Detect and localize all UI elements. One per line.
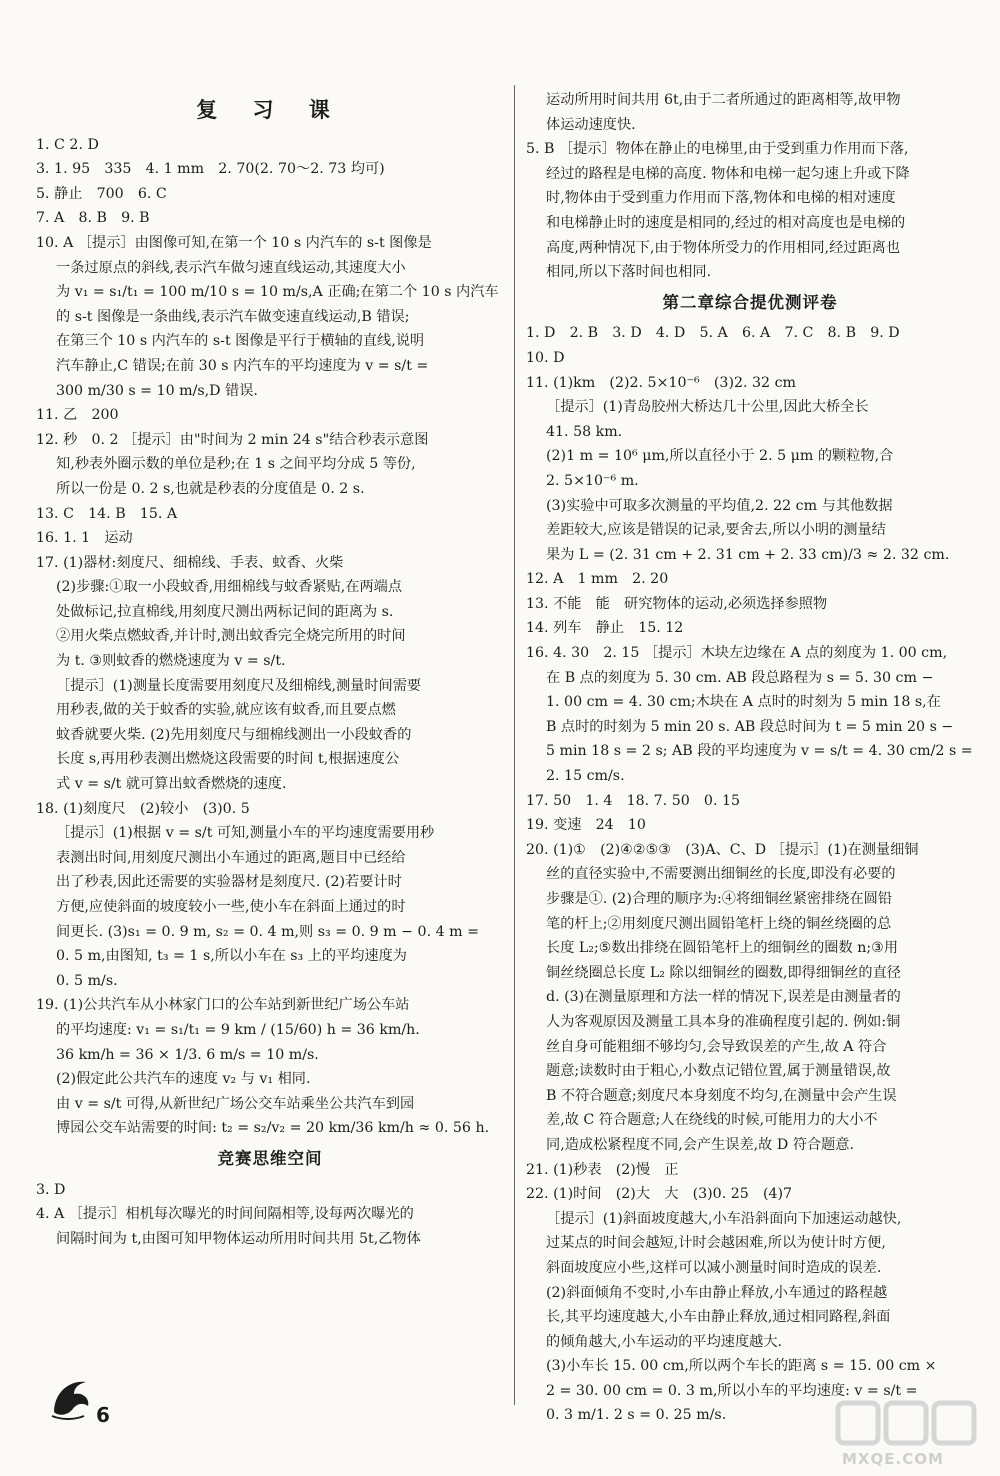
answer-line: 12. 秒 0. 2 ［提示］由"时间为 2 min 24 s"结合秒表示意图 <box>36 431 429 448</box>
test-answer-22 <box>526 1182 974 1428</box>
answer-line: 蚊香就要火柴. (2)先用刻度尺与细棉线测出一小段蚊香的 <box>56 726 412 743</box>
answer-17 <box>36 551 504 797</box>
answer-line: 运动所用时间共用 6t,由于二者所通过的距离相等,故甲物 <box>546 92 901 108</box>
answer-12 <box>36 428 504 502</box>
section-title-competition: 竞赛思维空间 <box>217 1148 323 1168</box>
answer-line: 博园公交车站需要的时间: t₂ = s₂/v₂ = 20 km/36 km/h ≈ 0. 56 h. <box>56 1120 490 1137</box>
answer-line: 11. (1)km (2)2. 5×10⁻⁶ (3)2. 32 cm <box>526 374 796 391</box>
answer-line: 同,造成松紧程度不同,会产生误差,故 D 符合题意. <box>546 1136 854 1153</box>
test-answer-17-18: 17. 50 1. 4 18. 7. 50 0. 15 <box>526 792 741 809</box>
answer-line: 2. 5×10⁻⁶ m. <box>546 472 639 489</box>
answer-line: 3. 1. 95 335 4. 1 mm 2. 70(2. 70～2. 73 均可) <box>36 161 385 178</box>
answer-line: 果为 L = (2. 31 cm + 2. 31 cm + 2. 33 cm)/3 ≈ 2. 32 cm. <box>546 546 950 563</box>
test-answer-21: 21. (1)秒表 (2)慢 正 <box>526 1161 679 1178</box>
answer-10 <box>36 231 504 403</box>
answer-line: ［提示］(1)测量长度需要用刻度尺及细棉线,测量时间需要 <box>56 677 422 694</box>
answer-line: 丝自身可能粗细不够均匀,会导致误差的产生,故 A 符合 <box>546 1038 887 1055</box>
answer-line: 16. 4. 30 2. 15 ［提示］木块左边缘在 A 点的刻度为 1. 00 cm, <box>526 645 948 662</box>
competition-answer-5 <box>526 137 974 285</box>
answer-line: 长度 L₂;⑤数出排绕在圆铅笔杆上的细铜丝的圈数 n;③用 <box>546 940 899 957</box>
answer-line: 间隔时间为 t,由图可知甲物体运动所用时间共用 5t,乙物体 <box>56 1230 421 1247</box>
answer-line: 20. (1)① (2)④②⑤③ (3)A、C、D ［提示］(1)在测量细铜 <box>526 841 919 858</box>
answer-line: 5. B ［提示］物体在静止的电梯里,由于受到重力作用而下落, <box>526 141 909 158</box>
answer-line: 人为客观原因及测量工具本身的准确程度引起的. 例如:铜 <box>546 1013 901 1030</box>
answer-line: ［提示］(1)斜面坡度越大,小车沿斜面向下加速运动越快, <box>546 1210 902 1227</box>
answer-19 <box>36 993 504 1141</box>
answer-line: 知,秒表外圈示数的单位是秒;在 1 s 之间平均分成 5 等份, <box>56 456 416 473</box>
answer-line: (2)步骤:①取一小段蚊香,用细棉线与蚊香紧贴,在两端点 <box>56 579 403 596</box>
answer-line: 式 v = s/t 就可算出蚊香燃烧的速度. <box>56 776 287 793</box>
answer-line: 斜面坡度应小些,这样可以减小测量时间时造成的误差. <box>546 1259 882 1276</box>
competition-answer-4-continued <box>526 88 974 137</box>
answer-line: 笔的杆上;②用刻度尺测出圆铅笔杆上绕的铜丝绕圈的总 <box>546 915 892 932</box>
answer-line: 17. (1)器材:刻度尺、细棉线、手表、蚊香、火柴 <box>36 554 344 571</box>
answer-line: 长度 s,再用秒表测出燃烧这段需要的时间 t,根据速度公 <box>56 751 400 768</box>
answer-line: 处做标记,拉直棉线,用刻度尺测出两标记间的距离为 s. <box>56 603 394 620</box>
competition-answer-4 <box>36 1202 504 1251</box>
answer-line: 0. 5 m,由图知, t₃ = 1 s,所以小车在 s₃ 上的平均速度为 <box>56 948 407 965</box>
test-answer-16 <box>526 641 974 789</box>
test-answer-20 <box>526 838 974 1158</box>
answer-line: 10. A ［提示］由图像可知,在第一个 10 s 内汽车的 s-t 图像是 <box>36 234 432 251</box>
right-column <box>526 88 974 1428</box>
answer-18 <box>36 797 504 994</box>
answer-line: ［提示］(1)青岛胶州大桥达几十公里,因此大桥全长 <box>546 399 869 416</box>
answer-16: 16. 1. 1 运动 <box>36 530 133 547</box>
dolphin-logo-icon <box>48 1372 96 1422</box>
answer-line: 0. 5 m/s. <box>56 972 118 989</box>
answer-line: 方便,应使斜面的坡度较小一些,使小车在斜面上通过的时 <box>56 899 406 915</box>
answer-line: 在第三个 10 s 内汽车的 s-t 图像是平行于横轴的直线,说明 <box>56 333 425 350</box>
column-divider <box>514 85 515 1405</box>
answer-line: 在 B 点的刻度为 5. 30 cm. AB 段总路程为 s = 5. 30 cm − <box>546 669 934 686</box>
answer-line: 的倾角越大,小车运动的平均速度越大. <box>546 1333 783 1350</box>
answer-line: ②用火柴点燃蚊香,并计时,测出蚊香完全烧完所用的时间 <box>56 628 406 645</box>
answer-line: 长,其平均速度越大,小车由静止释放,通过相同路程,斜面 <box>546 1309 891 1326</box>
answer-line: 差,故 C 符合题意;人在绕线的时候,可能用力的大小不 <box>546 1112 878 1129</box>
test-answer-10: 10. D <box>526 349 565 366</box>
answer-11: 11. 乙 200 <box>36 407 119 424</box>
answer-line: 2. 15 cm/s. <box>546 768 625 785</box>
answer-line: B 点时的时刻为 5 min 20 s. AB 段总时间为 t = 5 min 20 s − <box>546 718 954 735</box>
answer-line: 汽车静止,C 错误;在前 30 s 内汽车的平均速度为 v = s/t = <box>56 357 429 374</box>
answer-line: 过某点的时间会越短,计时会越困难,所以为使计时方便, <box>546 1235 886 1252</box>
test-answer-14-15: 14. 列车 静止 15. 12 <box>526 620 684 637</box>
answer-line: 差距较大,应该是错误的记录,要舍去,所以小明的测量结 <box>546 522 886 539</box>
answer-line: 步骤是①. (2)合理的顺序为:④将细铜丝紧密排绕在圆铅 <box>546 891 893 907</box>
answer-line: 出了秒表,因此还需要的实验器材是刻度尺. (2)若要计时 <box>56 874 402 891</box>
answer-line: 相同,所以下落时间也相同. <box>546 264 712 281</box>
answer-line: 2 = 30. 00 cm = 0. 3 m,所以小车的平均速度: v = s/t = <box>546 1382 918 1399</box>
answer-line: 5 min 18 s = 2 s; AB 段的平均速度为 v = s/t = 4. 30 cm/2 s = <box>546 743 973 760</box>
answer-line: (2)1 m = 10⁶ μm,所以直径小于 2. 5 μm 的颗粒物,合 <box>546 448 894 465</box>
section-title-review: 复 习 课 <box>196 98 344 122</box>
answer-line: 5. 静止 700 6. C <box>36 185 167 202</box>
answer-line: 所以一份是 0. 2 s,也就是秒表的分度值是 0. 2 s. <box>56 480 365 497</box>
answer-line: 高度,两种情况下,由于物体所受力的作用相同,经过距离也 <box>546 239 901 256</box>
answer-line: 间更长. (3)s₁ = 0. 9 m, s₂ = 0. 4 m,则 s₃ = 0. 9 m − 0. 4 m = <box>56 923 479 940</box>
competition-answer-3: 3. D <box>36 1181 66 1198</box>
answer-line: 一条过原点的斜线,表示汽车做匀速直线运动,其速度大小 <box>56 259 406 276</box>
answer-line: 表测出时间,用刻度尺测出小车通过的距离,题目中已经给 <box>56 849 406 866</box>
page-number: 6 <box>96 1403 110 1427</box>
answer-line: 7. A 8. B 9. B <box>36 210 150 227</box>
answer-line: 和电梯静止时的速度是相同的,经过的相对高度也是电梯的 <box>546 214 906 231</box>
answer-line: 1. C 2. D <box>36 136 99 153</box>
answer-line: 41. 58 km. <box>546 423 623 440</box>
answer-line: 丝的直径实验中,不需要测出细铜丝的长度,即没有必要的 <box>546 866 896 883</box>
answer-line: 时,物体由于受到重力作用而下落,物体和电梯的相对速度 <box>546 190 896 207</box>
test-answers-1-9: 1. D 2. B 3. D 4. D 5. A 6. A 7. C 8. B 9. D <box>526 325 900 342</box>
answer-line: 22. (1)时间 (2)大 大 (3)0. 25 (4)7 <box>526 1186 793 1203</box>
answer-line: ［提示］(1)根据 v = s/t 可知,测量小车的平均速度需要用秒 <box>56 825 435 842</box>
answer-line: 体运动速度快. <box>546 116 636 133</box>
answer-line: (2)假定此公共汽车的速度 v₂ 与 v₁ 相同. <box>56 1071 311 1088</box>
left-column <box>36 90 504 1251</box>
answer-13-15: 13. C 14. B 15. A <box>36 505 178 522</box>
answers-1-9 <box>36 133 504 231</box>
answer-line: B 不符合题意;刻度尺本身刻度不均匀,在测量中会产生误 <box>546 1087 897 1104</box>
answer-line: 经过的路程是电梯的高度. 物体和电梯一起匀速上升或下降 <box>546 165 910 182</box>
answer-line: d. (3)在测量原理和方法一样的情况下,误差是由测量者的 <box>546 989 901 1006</box>
test-answer-19: 19. 变速 24 10 <box>526 817 646 834</box>
answer-line: 19. (1)公共汽车从小林家门口的公车站到新世纪广场公车站 <box>36 997 410 1014</box>
answer-line: 为 t. ③则蚊香的燃烧速度为 v = s/t. <box>56 653 286 670</box>
answer-line: 铜丝绕圈总长度 L₂ 除以细铜丝的圈数,即得细铜丝的直径 <box>546 964 901 981</box>
answer-line: (2)斜面倾角不变时,小车由静止释放,小车通过的路程越 <box>546 1284 888 1301</box>
answer-line: 1. 00 cm = 4. 30 cm;木块在 A 点时的时刻为 5 min 18 s,在 <box>546 694 941 711</box>
section-title-chapter2-test: 第二章综合提优测评卷 <box>662 292 838 312</box>
answer-line: 用秒表,做的关于蚊香的实验,就应该有蚊香,而且要点燃 <box>56 702 396 719</box>
answer-line: (3)小车长 15. 00 cm,所以两个车长的距离 s = 15. 00 cm × <box>546 1358 937 1375</box>
answer-line: 的 s-t 图像是一条曲线,表示汽车做变速直线运动,B 错误; <box>56 308 410 325</box>
answer-line: 4. A ［提示］相机每次曝光的时间间隔相等,设每两次曝光的 <box>36 1206 414 1223</box>
answer-line: 为 v₁ = s₁/t₁ = 100 m/10 s = 10 m/s,A 正确;在第二个 10 s 内汽车 <box>56 284 499 301</box>
answer-line: 题意;读数时由于粗心,小数点记错位置,属于测量错误,故 <box>546 1063 891 1080</box>
test-answer-13: 13. 不能 能 研究物体的运动,必须选择参照物 <box>526 595 828 612</box>
answer-line: 0. 3 m/1. 2 s = 0. 25 m/s. <box>546 1407 727 1424</box>
answer-line: 18. (1)刻度尺 (2)较小 (3)0. 5 <box>36 800 250 817</box>
test-answer-12: 12. A 1 mm 2. 20 <box>526 571 669 588</box>
watermark-text: MXQE.COM <box>842 1450 944 1468</box>
answer-line: 300 m/30 s = 10 m/s,D 错误. <box>56 382 258 399</box>
answer-line: 36 km/h = 36 × 1/3. 6 m/s = 10 m/s. <box>56 1046 319 1063</box>
test-answer-11 <box>526 371 974 568</box>
answer-line: 的平均速度: v₁ = s₁/t₁ = 9 km / (15/60) h = 36 km/h. <box>56 1021 420 1038</box>
answer-line: 由 v = s/t 可得,从新世纪广场公交车站乘坐公共汽车到园 <box>56 1095 415 1112</box>
answer-line: (3)实验中可取多次测量的平均值,2. 22 cm 与其他数据 <box>546 497 893 514</box>
